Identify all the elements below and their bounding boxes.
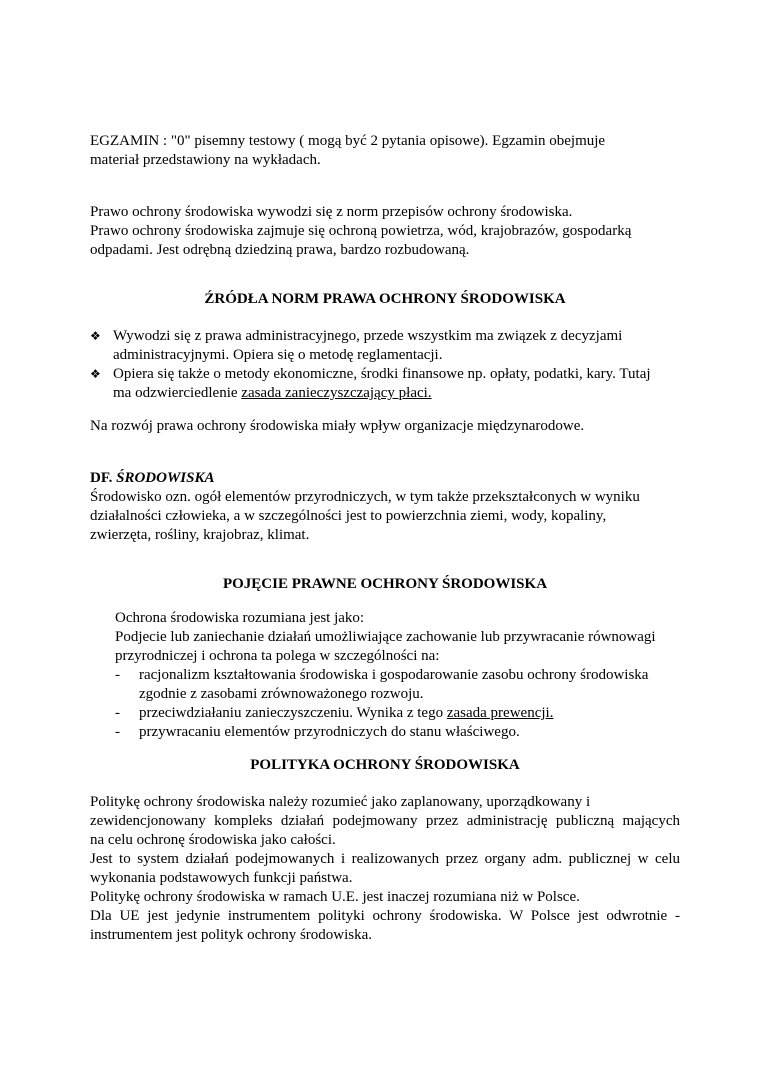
policy-paragraph <box>90 793 680 945</box>
list-item <box>113 666 680 704</box>
bullet-2-line-2-prefix: ma odzwierciedlenie <box>113 385 242 401</box>
exam-paragraph <box>90 132 680 170</box>
item-3-line: przywracaniu elementów przyrodniczych do stanu właściwego. <box>139 724 520 740</box>
dash-marker: - <box>115 724 120 740</box>
definition-line-1: Środowisko ozn. ogół elementów przyrodniczych, w tym także przekształconych w wyniku <box>90 489 640 505</box>
legal-concept-heading: POJĘCIE PRAWNE OCHRONY ŚRODOWISKA <box>222 576 548 592</box>
list-item <box>113 723 680 742</box>
policy-line-2: zewidencjonowany kompleks działań podejmowany przez administrację publiczną mających <box>90 813 680 829</box>
bullet-2-line-2 <box>113 384 680 403</box>
international-line: Na rozwój prawa ochrony środowiska miały wpływ organizacje międzynarodowe. <box>90 418 585 434</box>
definition-title <box>90 469 680 488</box>
definition-term: ŚRODOWISKA <box>116 470 215 486</box>
policy-line-5: wykonania podstawowych funkcji państwa. <box>90 870 353 886</box>
intro-line-1: Prawo ochrony środowiska wywodzi się z norm przepisów ochrony środowiska. <box>90 204 573 220</box>
policy-line-8: instrumentem jest polityk ochrony środowiska. <box>90 927 373 943</box>
item-2-line <box>139 704 680 723</box>
legal-concept-line-2: Podjecie lub zaniechanie działań umożliwiające zachowanie lub przywracanie równowagi <box>115 629 656 645</box>
policy-line-1: Politykę ochrony środowiska należy rozumieć jako zaplanowany, uporządkowany i <box>90 794 591 810</box>
prevention-principle: zasada prewencji. <box>446 705 554 721</box>
intro-line-2: Prawo ochrony środowiska zajmuje się ochroną powietrza, wód, krajobrazów, gospodarką <box>90 223 632 239</box>
policy-line-7: Dla UE jest jedynie instrumentem polityki ochrony środowiska. W Polsce jest odwrotnie - <box>90 908 680 924</box>
dash-marker: - <box>115 667 120 683</box>
diamond-four-icon: ❖ <box>90 367 101 381</box>
bullet-1-line-2: administracyjnymi. Opiera się o metodę reglamentacji. <box>113 347 443 363</box>
legal-concept-paragraph <box>115 609 680 666</box>
sources-bullet-2 <box>90 365 680 403</box>
bullet-2-line-1: Opiera się także o metody ekonomiczne, środki finansowe np. opłaty, podatki, kary. Tutaj <box>113 366 651 382</box>
sources-heading: ŹRÓDŁA NORM PRAWA OCHRONY ŚRODOWISKA <box>204 291 566 307</box>
sources-bullet-list <box>90 327 680 403</box>
policy-line-4: Jest to system działań podejmowanych i realizowanych przez organy adm. publicznej w celu <box>90 851 680 867</box>
list-item <box>113 704 680 723</box>
definition-line-2: działalności człowieka, a w szczególności jest to powierzchnia ziemi, wody, kopaliny, <box>90 508 607 524</box>
bullet-1-line-1: Wywodzi się z prawa administracyjnego, przede wszystkim ma związek z decyzjami <box>113 328 623 344</box>
sources-bullet-1 <box>90 327 680 365</box>
policy-line-6: Politykę ochrony środowiska w ramach U.E. jest inaczej rozumiana niż w Polsce. <box>90 889 580 905</box>
policy-line-3: na celu ochronę środowiska jako całości. <box>90 832 336 848</box>
definition-paragraph <box>90 469 680 545</box>
legal-concept-line-3: przyrodniczej i ochrona ta polega w szczególności na: <box>115 648 440 664</box>
international-paragraph <box>90 417 680 436</box>
diamond-four-icon: ❖ <box>90 329 101 343</box>
intro-paragraph <box>90 203 680 260</box>
dash-marker: - <box>115 705 120 721</box>
definition-prefix: DF. <box>90 470 117 486</box>
exam-line-2: materiał przedstawiony na wykładach. <box>90 152 321 168</box>
polluter-pays-principle: zasada zanieczyszczający płaci. <box>241 385 432 401</box>
definition-line-3: zwierzęta, rośliny, krajobraz, klimat. <box>90 527 310 543</box>
legal-concept-line-1: Ochrona środowiska rozumiana jest jako: <box>115 610 365 626</box>
legal-concept-list <box>113 666 680 742</box>
item-1-line-2: zgodnie z zasobami zrównoważonego rozwoju. <box>139 686 424 702</box>
intro-line-3: odpadami. Jest odrębną dziedziną prawa, bardzo rozbudowaną. <box>90 242 470 258</box>
item-1-line-1: racjonalizm kształtowania środowiska i gospodarowanie zasobu ochrony środowiska <box>139 667 649 683</box>
item-2-prefix: przeciwdziałaniu zanieczyszczeniu. Wynika z tego <box>139 705 447 721</box>
exam-line-1: EGZAMIN : "0" pisemny testowy ( mogą być 2 pytania opisowe). Egzamin obejmuje <box>90 133 606 149</box>
policy-heading: POLITYKA OCHRONY ŚRODOWISKA <box>250 757 520 773</box>
